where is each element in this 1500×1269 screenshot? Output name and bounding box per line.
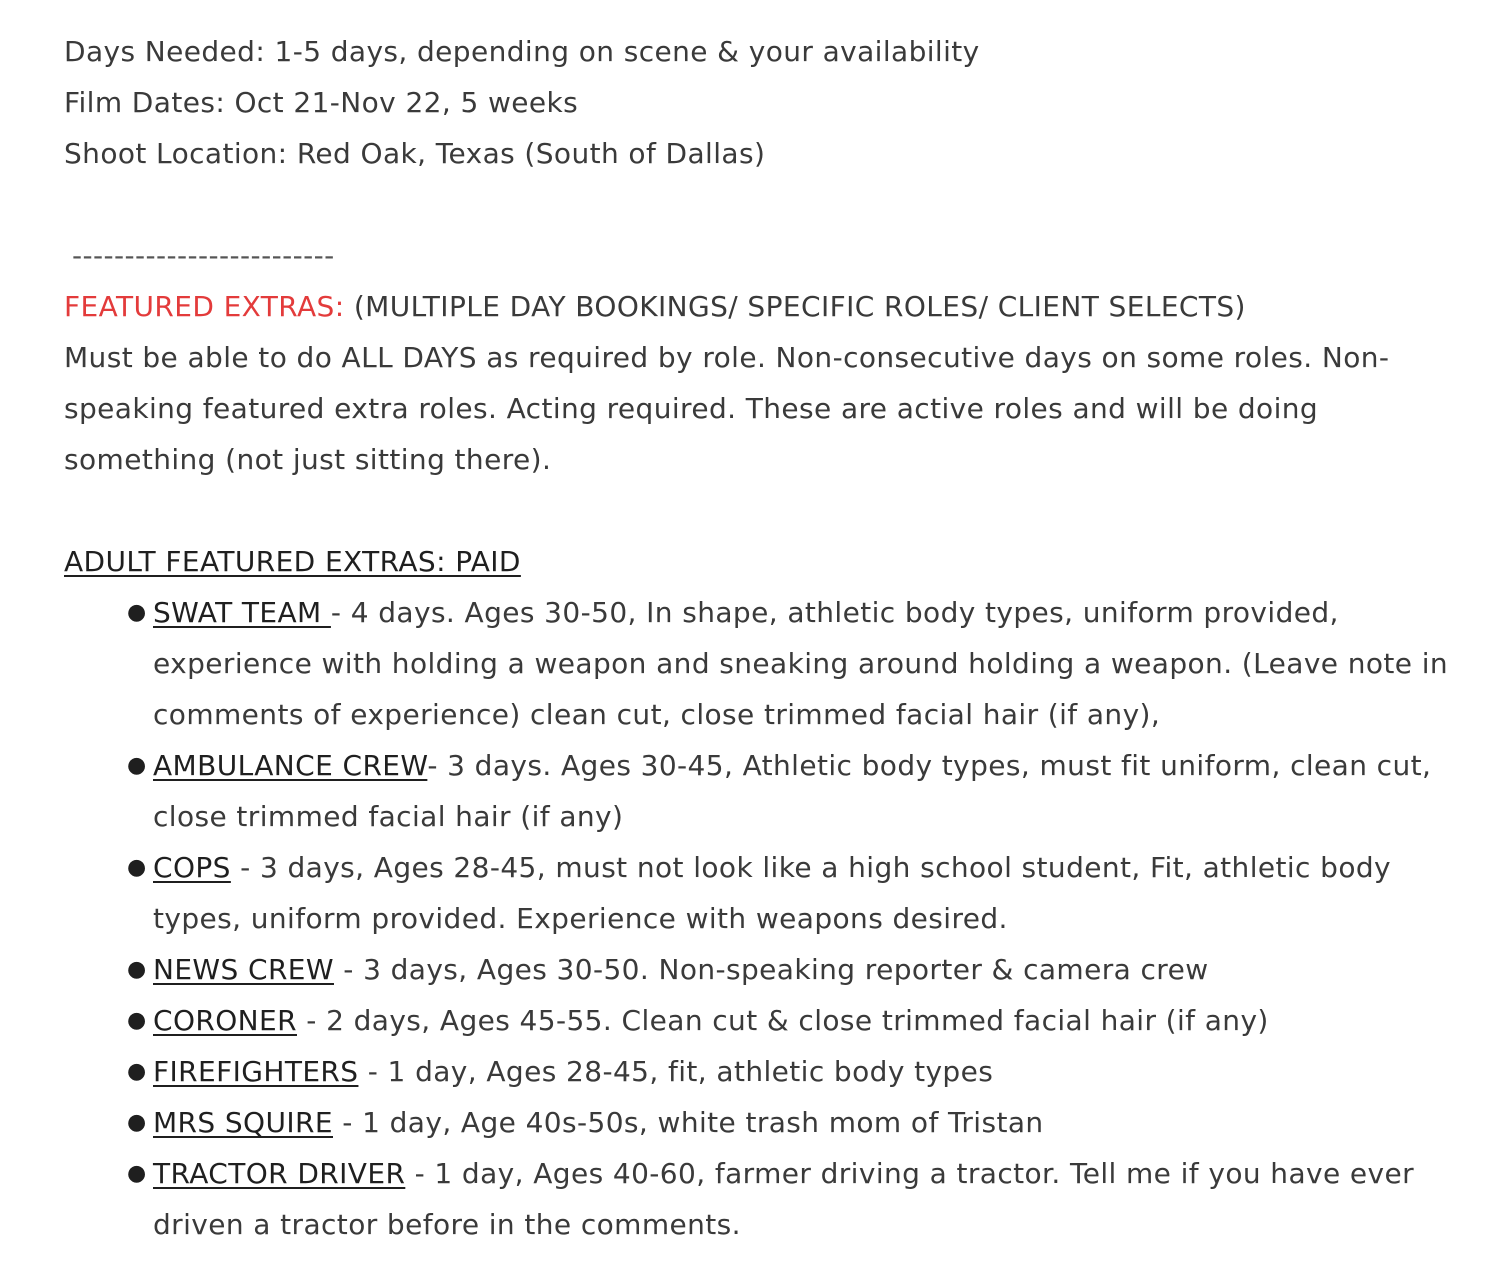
- role-name: AMBULANCE CREW: [153, 749, 428, 782]
- days-needed: Days Needed: 1-5 days, depending on scene & your availability: [64, 35, 980, 68]
- role-name: TRACTOR DRIVER: [153, 1157, 406, 1190]
- role-details: - 1 day, Ages 28-45, fit, athletic body types: [358, 1055, 994, 1088]
- list-item: [127, 1097, 1453, 1148]
- role-details: - 2 days, Ages 45-55. Clean cut & close trimmed facial hair (if any): [296, 1004, 1269, 1037]
- bullet-icon: ●: [127, 600, 147, 625]
- bullet-icon: ●: [127, 855, 147, 880]
- role-details: - 1 day, Age 40s-50s, white trash mom of Tristan: [333, 1106, 1044, 1139]
- bullet-icon: ●: [127, 1008, 147, 1033]
- bullet-icon: ●: [127, 753, 147, 778]
- featured-extras-description: Must be able to do ALL DAYS as required by role. Non-consecutive days on some roles. Non-speaking featured extra roles. Acting required. These are active roles and will be doing something (not just sitting there).: [64, 341, 1390, 476]
- shoot-location: Shoot Location: Red Oak, Texas (South of Dallas): [64, 137, 766, 170]
- role-name: CORONER: [153, 1004, 297, 1037]
- film-dates: Film Dates: Oct 21-Nov 22, 5 weeks: [64, 86, 579, 119]
- role-name: SWAT TEAM: [153, 596, 331, 629]
- list-item: [127, 740, 1453, 842]
- role-name: NEWS CREW: [153, 953, 334, 986]
- role-name: FIREFIGHTERS: [153, 1055, 359, 1088]
- role-details: - 3 days, Ages 28-45, must not look like a high school student, Fit, athletic body types, uniform provided. Experience with weapons desired.: [153, 851, 1392, 935]
- role-details: - 4 days. Ages 30-50, In shape, athletic body types, uniform provided, experience with holding a weapon and sneaking around holding a weapon. (Leave note in comments of experience) clean cut, close trimmed facial hair (if any),: [153, 596, 1449, 731]
- featured-extras-header: [64, 281, 1500, 332]
- role-details: - 1 day, Ages 40-60, farmer driving a tractor. Tell me if you have ever driven a tractor before in the comments.: [153, 1157, 1415, 1241]
- role-name: MRS SQUIRE: [153, 1106, 333, 1139]
- bullet-icon: ●: [127, 957, 147, 982]
- role-name: COPS: [153, 851, 231, 884]
- list-item: [127, 995, 1453, 1046]
- roles-list: [64, 587, 1453, 1250]
- role-details: - 3 days, Ages 30-50. Non-speaking reporter & camera crew: [333, 953, 1209, 986]
- spacer: [64, 179, 1500, 230]
- list-item: [127, 944, 1453, 995]
- bullet-icon: ●: [127, 1110, 147, 1135]
- bullet-icon: ●: [127, 1059, 147, 1084]
- bullet-icon: ●: [127, 1161, 147, 1186]
- list-item: [127, 1148, 1453, 1250]
- role-details: - 3 days. Ages 30-45, Athletic body types, must fit uniform, clean cut, close trimmed facial hair (if any): [153, 749, 1432, 833]
- list-item: [127, 1046, 1453, 1097]
- list-item: [127, 587, 1453, 740]
- spacer: [64, 485, 1500, 536]
- featured-extras-subtitle: (MULTIPLE DAY BOOKINGS/ SPECIFIC ROLES/ CLIENT SELECTS): [344, 290, 1246, 323]
- list-item: [127, 842, 1453, 944]
- adult-featured-extras-heading: ADULT FEATURED EXTRAS: PAID: [64, 545, 521, 578]
- featured-extras-label: FEATURED EXTRAS:: [64, 290, 345, 323]
- divider: -------------------------: [72, 239, 335, 272]
